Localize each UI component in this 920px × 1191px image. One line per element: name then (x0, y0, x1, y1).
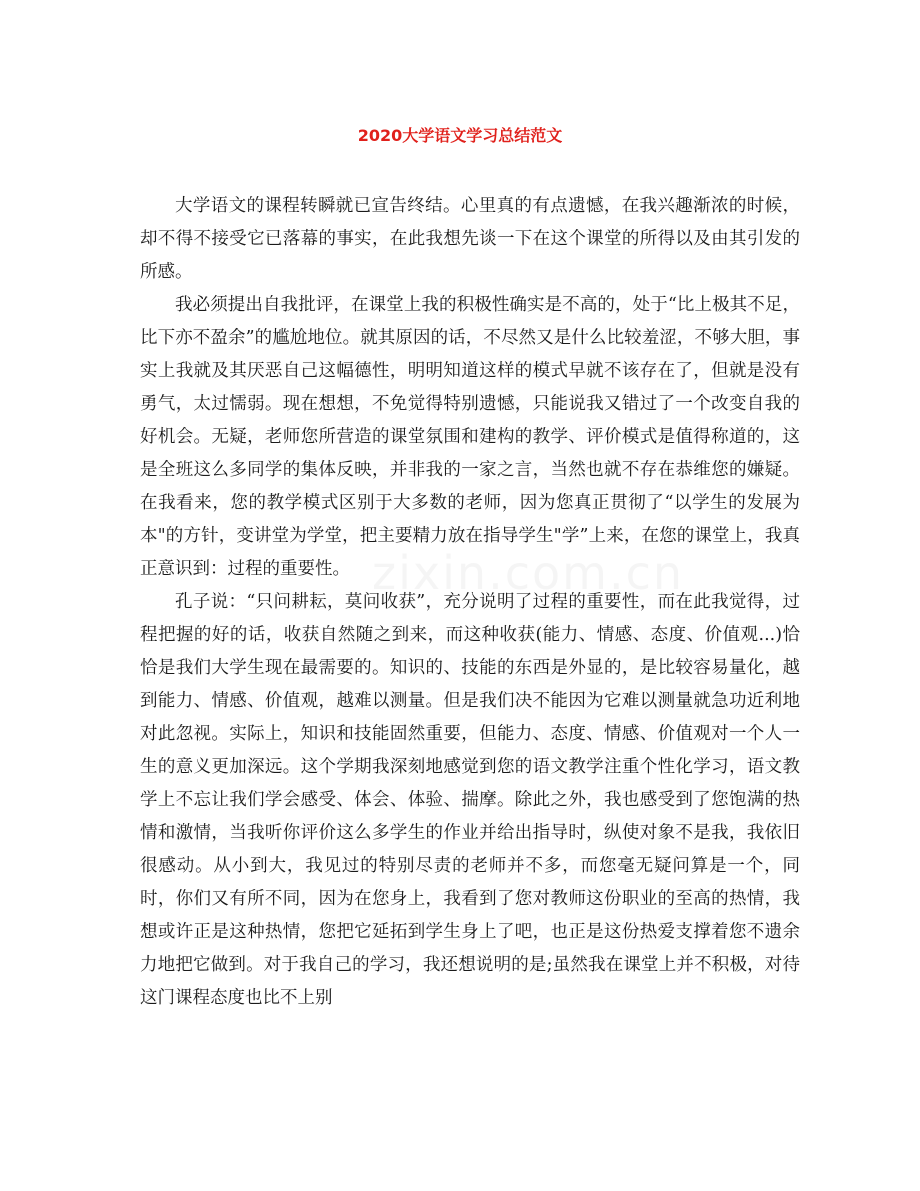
paragraph: 我必须提出自我批评，在课堂上我的积极性确实是不高的，处于“比上极其不足，比下亦不盈余”的尴尬地位。就其原因的话，不尽然又是什么比较羞涩，不够大胆，事实上我就及其厌恶自己这幅德性，明明知道这样的模式早就不该存在了，但就是没有勇气，太过懦弱。现在想想，不免觉得特别遗憾，只能说我又错过了一个改变自我的好机会。无疑，老师您所营造的课堂氛围和建构的教学、评价模式是值得称道的，这是全班这么多同学的集体反映，并非我的一家之言，当然也就不存在恭维您的嫌疑。在我看来，您的教学模式区别于大多数的老师，因为您真正贯彻了“以学生的发展为本"的方针，变讲堂为学堂，把主要精力放在指导学生"学”上来，在您的课堂上，我真正意识到：过程的重要性。 (140, 295, 800, 579)
paragraph: 大学语文的课程转瞬就已宣告终结。心里真的有点遗憾，在我兴趣渐浓的时候，却不得不接受它已落幕的事实，在此我想先谈一下在这个课堂的所得以及由其引发的所感。 (140, 196, 800, 282)
document-body (140, 190, 800, 1015)
watermark: zixin.com.cn (372, 546, 685, 600)
document-title: 2020大学语文学习总结范文 (357, 126, 563, 145)
paragraph: 孔子说：“只问耕耘，莫问收获”，充分说明了过程的重要性，而在此我觉得，过程把握的好的话，收获自然随之到来，而这种收获(能力、情感、态度、价值观...)恰恰是我们大学生现在最需要的。知识的、技能的东西是外显的，是比较容易量化，越到能力、情感、价值观，越难以测量。但是我们决不能因为它难以测量就急功近利地对此忽视。实际上，知识和技能固然重要，但能力、态度、情感、价值观对一个人一生的意义更加深远。这个学期我深刻地感觉到您的语文教学注重个性化学习，语文教学上不忘让我们学会感受、体会、体验、揣摩。除此之外，我也感受到了您饱满的热情和激情，当我听你评价这么多学生的作业并给出指导时，纵使对象不是我，我依旧很感动。从小到大，我见过的特别尽责的老师并不多，而您毫无疑问算是一个，同时，你们又有所不同，因为在您身上，我看到了您对教师这份职业的至高的热情，我想或许正是这种热情，您把它延拓到学生身上了吧，也正是这份热爱支撑着您不遗余力地把它做到。对于我自己的学习，我还想说明的是;虽然我在课堂上并不积极，对待这门课程态度也比不上别 (140, 592, 800, 1008)
